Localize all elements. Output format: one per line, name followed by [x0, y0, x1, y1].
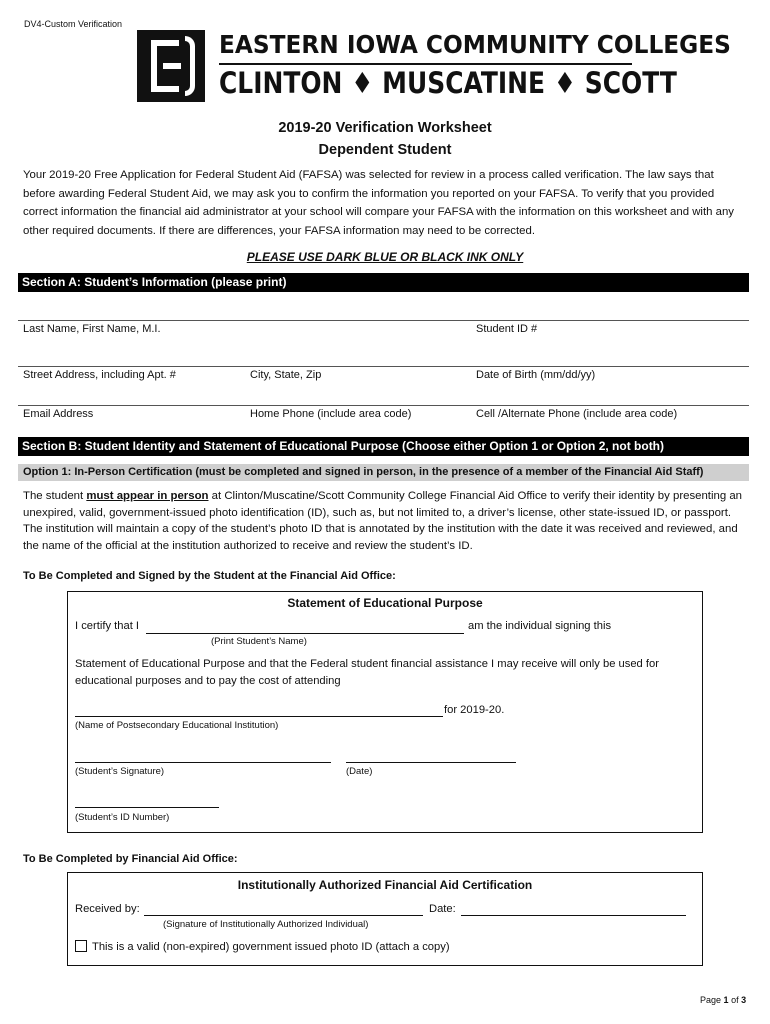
- statement-body: Statement of Educational Purpose and that the Federal student financial assistance I may receive will only be used for educational purposes and to pay the cost of attending: [75, 658, 659, 687]
- signature-line[interactable]: [75, 762, 331, 763]
- home-phone-label: Home Phone (include area code): [250, 408, 412, 420]
- page-word: Page: [700, 995, 722, 1005]
- date-caption: (Date): [346, 766, 373, 777]
- city-state-zip-label: City, State, Zip: [250, 369, 322, 381]
- student-id-label: Student ID #: [476, 323, 538, 335]
- of-word: of: [731, 995, 739, 1005]
- certify-suffix: am the individual signing this: [468, 620, 612, 632]
- page-current: 1: [723, 995, 729, 1005]
- option1-header: Option 1: In-Person Certification (must be completed and signed in person, in the presence of a member of the Financial Aid Staff): [18, 464, 749, 481]
- logo-mark-icon: [137, 30, 205, 102]
- ink-notice: PLEASE USE DARK BLUE OR BLACK INK ONLY: [246, 250, 524, 264]
- para-start: The student: [23, 490, 87, 502]
- email-label: Email Address: [23, 408, 94, 420]
- field-line[interactable]: [18, 320, 749, 321]
- received-by-line[interactable]: [144, 915, 423, 916]
- certify-label: I certify that I: [75, 620, 140, 632]
- institution-line[interactable]: [75, 716, 443, 717]
- student-name-line[interactable]: [146, 633, 464, 634]
- logo-divider: [219, 63, 632, 65]
- for-year-text: for 2019-20.: [444, 704, 505, 716]
- date-of-birth-label: Date of Birth (mm/dd/yy): [476, 369, 596, 381]
- college-logo: [137, 30, 731, 102]
- office-signature-caption: (Signature of Institutionally Authorized Individual): [163, 919, 369, 930]
- option1-paragraph: [23, 488, 745, 554]
- date-line[interactable]: [346, 762, 516, 763]
- office-date-label: Date:: [429, 903, 456, 915]
- office-date-line[interactable]: [461, 915, 686, 916]
- student-id-caption: (Student’s ID Number): [75, 812, 170, 823]
- photo-id-checkbox[interactable]: [75, 940, 87, 952]
- para-rest: at Clinton/Muscatine/Scott Community College Financial Aid Office to verify their identity by presenting an unexpired, valid, government-issued photo identification (ID), such as, but not limited to, a driver’s license, other state-issued ID, or passport. The institution will maintain a copy of the student’s photo ID that is annotated by the institution with the date it was received and reviewed, and the name of the official at the institution authorized to receive and review the student’s ID.: [23, 490, 743, 552]
- office-title: Institutionally Authorized Financial Aid Certification: [237, 878, 533, 892]
- student-section-heading: To Be Completed and Signed by the Student at the Financial Aid Office:: [23, 570, 396, 582]
- para-emphasis: must appear in person: [86, 490, 209, 502]
- photo-id-checkbox-label: This is a valid (non-expired) government issued photo ID (attach a copy): [92, 941, 450, 953]
- page-number: [700, 995, 746, 1005]
- logo-top-text: EASTERN IOWA COMMUNITY COLLEGES: [219, 30, 731, 59]
- form-code: DV4-Custom Verification: [24, 19, 123, 29]
- street-address-label: Street Address, including Apt. #: [23, 369, 176, 381]
- intro-paragraph: Your 2019-20 Free Application for Federal Student Aid (FAFSA) was selected for review in a process called verification. The law says that before awarding Federal Student Aid, we may ask you to confirm the information you reported on your FAFSA. To verify that you provided correct information the financial aid administrator at your school will compare your FAFSA with the information on this worksheet and with any other required documents. If there are differences, your FAFSA information may need to be corrected.: [23, 169, 734, 237]
- cell-phone-label: Cell /Alternate Phone (include area code): [476, 408, 678, 420]
- statement-title: Statement of Educational Purpose: [287, 596, 483, 610]
- signature-caption: (Student’s Signature): [75, 766, 165, 777]
- field-line[interactable]: [18, 366, 749, 367]
- logo-bottom-text: CLINTON ♦ MUSCATINE ♦ SCOTT: [219, 66, 677, 100]
- field-line[interactable]: [18, 405, 749, 406]
- page-title: 2019-20 Verification Worksheet: [278, 120, 492, 136]
- institution-caption: (Name of Postsecondary Educational Institution): [75, 720, 279, 731]
- section-b-header: Section B: Student Identity and Statement of Educational Purpose (Choose either Option 1 or Option 2, not both): [18, 437, 749, 456]
- page-total: 3: [741, 995, 747, 1005]
- page-subtitle: Dependent Student: [318, 142, 452, 158]
- office-section-heading: To Be Completed by Financial Aid Office:: [23, 853, 238, 865]
- student-id-line[interactable]: [75, 807, 219, 808]
- received-by-label: Received by:: [75, 903, 140, 915]
- name-label: Last Name, First Name, M.I.: [23, 323, 161, 335]
- print-name-caption: (Print Student’s Name): [211, 636, 307, 647]
- section-a-header: Section A: Student’s Information (please print): [18, 273, 749, 292]
